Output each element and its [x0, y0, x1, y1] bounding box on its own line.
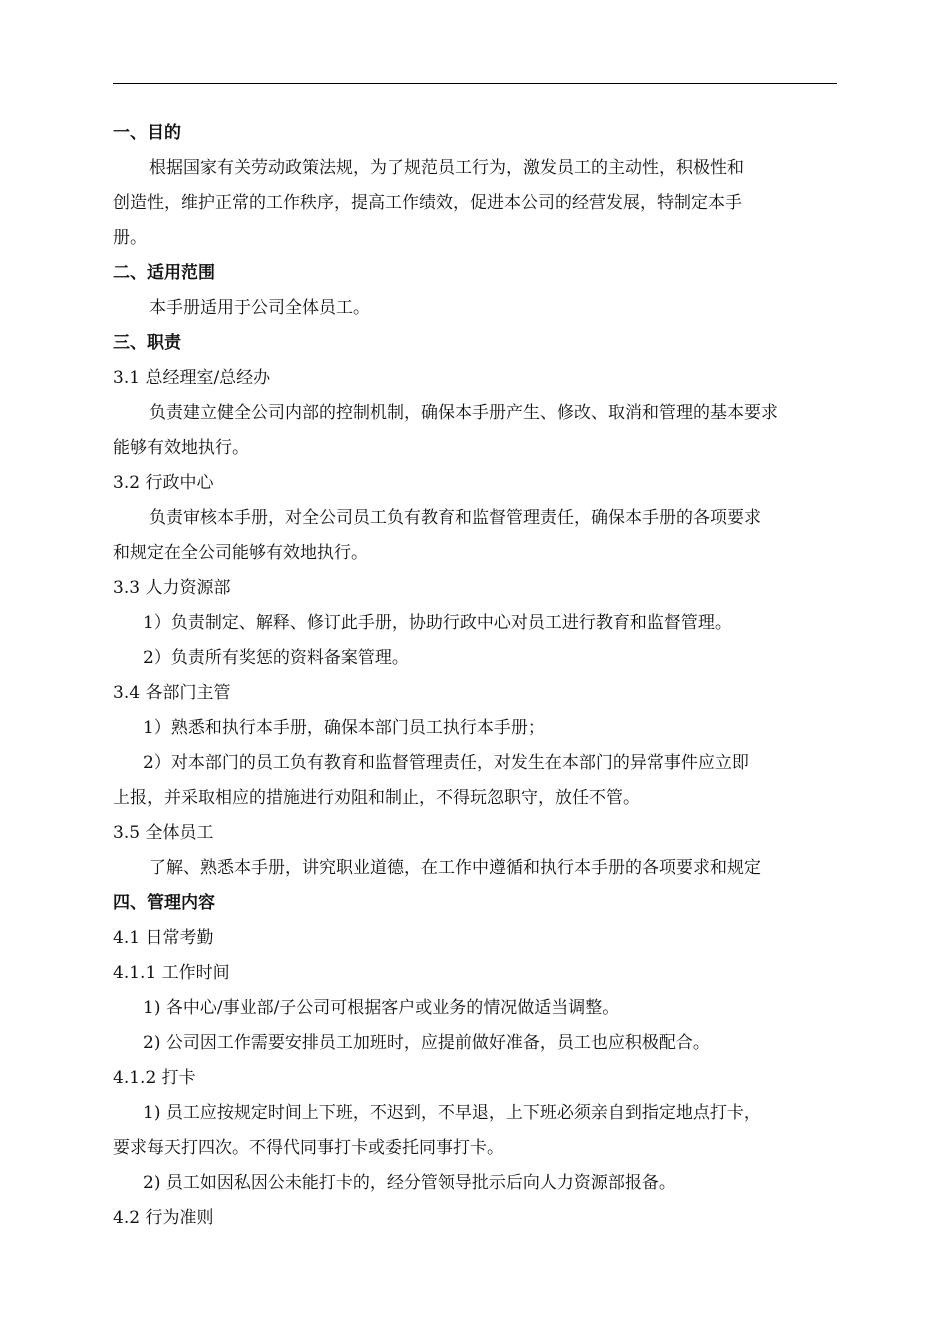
subsection-title-4-1: 4.1 日常考勤: [113, 928, 214, 948]
list-item: 2）对本部门的员工负有教育和监督管理责任，对发生在本部门的异常事件应立即: [143, 753, 749, 773]
paragraph-line: 和规定在全公司能够有效地执行。: [113, 543, 368, 563]
list-item: 2) 公司因工作需要安排员工加班时，应提前做好准备，员工也应积极配合。: [143, 1033, 710, 1053]
paragraph-line: 册。: [113, 228, 147, 248]
list-item-continuation: 上报，并采取相应的措施进行劝阻和制止，不得玩忽职守，放任不管。: [113, 788, 640, 808]
section-heading-purpose: 一、目的: [113, 123, 181, 143]
document-body: [113, 116, 843, 1236]
subsection-title-3-5: 3.5 全体员工: [113, 823, 214, 843]
subsection-title-3-2: 3.2 行政中心: [113, 473, 214, 493]
section-heading-scope: 二、适用范围: [113, 263, 215, 283]
list-item: 1) 员工应按规定时间上下班，不迟到，不早退，上下班必须亲自到指定地点打卡，: [143, 1103, 761, 1123]
header-rule: [113, 83, 837, 84]
subsection-title-3-1: 3.1 总经理室/总经办: [113, 368, 271, 388]
list-item: 1）熟悉和执行本手册，确保本部门员工执行本手册；: [143, 718, 545, 738]
subsection-title-3-3: 3.3 人力资源部: [113, 578, 231, 598]
list-item: 2）负责所有奖惩的资料备案管理。: [143, 648, 409, 668]
subsection-title-4-2: 4.2 行为准则: [113, 1208, 214, 1228]
section-heading-management: 四、管理内容: [113, 893, 215, 913]
subsection-title-3-4: 3.4 各部门主管: [113, 683, 231, 703]
subsection-title-4-1-1: 4.1.1 工作时间: [113, 963, 230, 983]
paragraph-line: 根据国家有关劳动政策法规，为了规范员工行为，激发员工的主动性，积极性和: [149, 158, 744, 178]
paragraph-line: 负责建立健全公司内部的控制机制，确保本手册产生、修改、取消和管理的基本要求: [149, 403, 778, 423]
subsection-title-4-1-2: 4.1.2 打卡: [113, 1068, 196, 1088]
section-heading-duties: 三、职责: [113, 333, 181, 353]
list-item: 1) 各中心/事业部/子公司可根据客户或业务的情况做适当调整。: [143, 998, 620, 1018]
list-item-continuation: 要求每天打四次。不得代同事打卡或委托同事打卡。: [113, 1138, 504, 1158]
list-item: 2) 员工如因私因公未能打卡的，经分管领导批示后向人力资源部报备。: [143, 1173, 676, 1193]
paragraph-line: 负责审核本手册，对全公司员工负有教育和监督管理责任，确保本手册的各项要求: [149, 508, 761, 528]
list-item: 1）负责制定、解释、修订此手册，协助行政中心对员工进行教育和监督管理。: [143, 613, 732, 633]
paragraph-line: 了解、熟悉本手册，讲究职业道德，在工作中遵循和执行本手册的各项要求和规定: [149, 858, 761, 878]
paragraph-line: 创造性，维护正常的工作秩序，提高工作绩效，促进本公司的经营发展，特制定本手: [113, 193, 742, 213]
paragraph-line: 本手册适用于公司全体员工。: [149, 298, 370, 318]
paragraph-line: 能够有效地执行。: [113, 438, 249, 458]
